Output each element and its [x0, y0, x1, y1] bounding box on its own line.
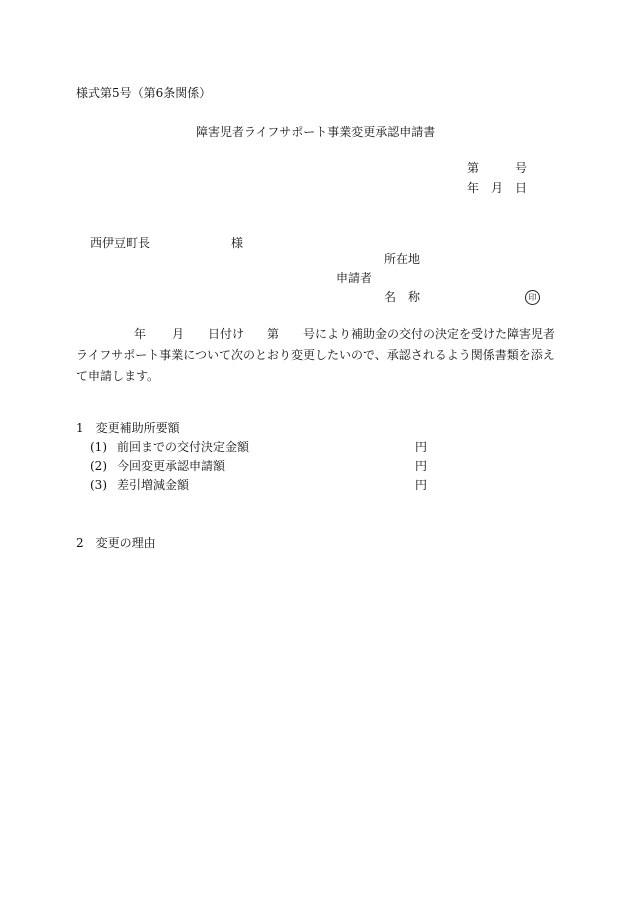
form-label: 様式第5号（第6条関係）: [76, 86, 212, 100]
applicant-label: 申請者: [336, 271, 373, 285]
body-number-prefix: 第: [267, 327, 280, 341]
seal-mark: 印: [525, 290, 540, 305]
doc-number-prefix: 第: [467, 161, 480, 175]
item-3-unit: 円: [415, 478, 428, 492]
application-body: [76, 324, 556, 387]
section-1-heading: 1 変更補助所要額: [76, 421, 180, 435]
item-1-unit: 円: [415, 440, 428, 454]
applicant-name-label: 名 称: [384, 290, 421, 304]
section-2-heading: 2 変更の理由: [76, 536, 156, 550]
item-3-label: 差引増減金額: [117, 478, 190, 492]
item-2-unit: 円: [415, 459, 428, 473]
body-line-3: て申請します。: [76, 369, 160, 383]
body-line-1-text: 号により補助金の交付の決定を受けた障害児者: [303, 327, 556, 341]
body-day: 日付け: [208, 327, 245, 341]
item-1-label: 前回までの交付決定金額: [117, 440, 250, 454]
document-title: 障害児者ライフサポート事業変更承認申請書: [196, 125, 436, 139]
body-line-2: ライフサポート事業について次のとおり変更したいので、承認されるよう関係書類を添え: [76, 348, 555, 362]
item-2-number: (2): [90, 459, 107, 473]
body-line-1: [76, 324, 556, 345]
addressee-name: 西伊豆町長: [90, 236, 151, 250]
body-month: 月: [172, 327, 185, 341]
item-1-number: (1): [90, 440, 107, 454]
addressee-honorific: 様: [231, 236, 244, 250]
doc-date-year: 年: [467, 181, 480, 195]
doc-number-suffix: 号: [515, 161, 528, 175]
item-3-number: (3): [90, 478, 107, 492]
doc-date-month: 月: [491, 181, 504, 195]
applicant-address-label: 所在地: [384, 252, 421, 266]
doc-date-day: 日: [515, 181, 528, 195]
item-2-label: 今回変更承認申請額: [117, 459, 226, 473]
body-year: 年: [134, 327, 147, 341]
